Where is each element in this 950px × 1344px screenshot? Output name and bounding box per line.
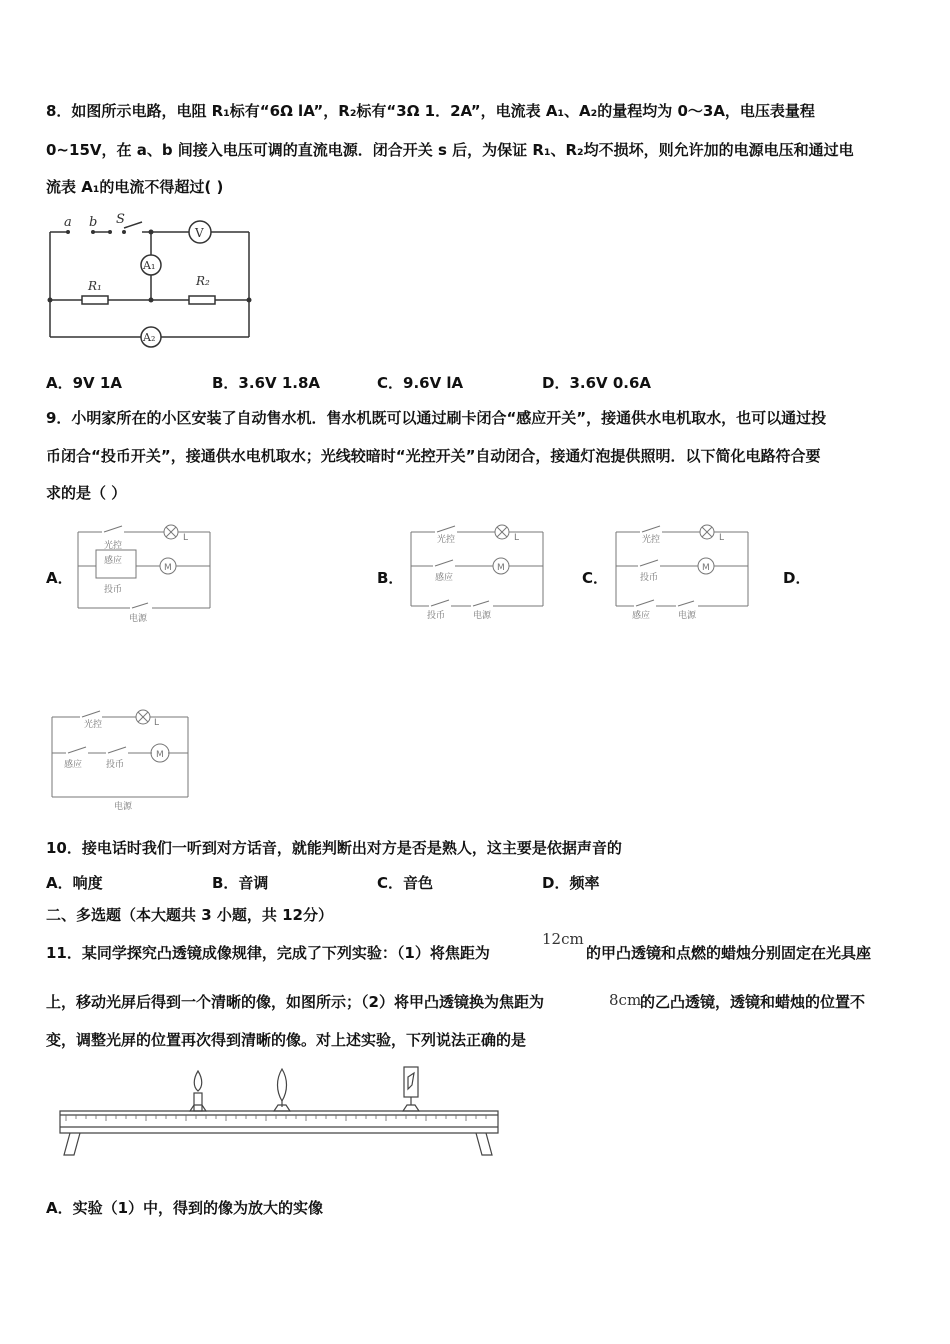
q9a-label-m: M	[164, 563, 172, 573]
q9-option-c-label[interactable]: C．	[582, 569, 609, 587]
q11-option-a[interactable]: A．实验（1）中，得到的像为放大的实像	[46, 1199, 324, 1217]
q9b-label-m: M	[497, 563, 505, 573]
q8-label-a: a	[64, 215, 72, 230]
q9c-label-m: M	[702, 563, 710, 573]
section-title: 二、多选题（本大题共 3 小题，共 12分）	[46, 906, 333, 924]
q8-option-b[interactable]: B．3.6V 1.8A	[212, 374, 321, 392]
q11-focal-length-2: 8cm	[609, 991, 642, 1009]
q11-focal-length-1: 12cm	[542, 930, 584, 948]
q11-text-line3: 变，调整光屏的位置再次得到清晰的像。对上述实验，下列说法正确的是	[46, 1031, 527, 1049]
q8-label-s: S	[116, 212, 125, 227]
q11-text-line2b: 的乙凸透镜，透镜和蜡烛的位置不	[640, 993, 866, 1011]
q9-circuit-d[interactable]	[48, 703, 193, 813]
q9-circuit-c[interactable]	[612, 518, 752, 623]
q9c-label-toubi: 投币	[640, 573, 659, 583]
q8-text-line2: 0~15V，在 a、b 间接入电压可调的直流电源．闭合开关 s 后，为保证 R₁、R₂均不损坏，则允许加的电源电压和通过电	[46, 141, 854, 159]
q8-ammeter2-label: A₂	[143, 331, 156, 344]
q9b-label-toubi: 投币	[427, 611, 446, 621]
q10-option-b[interactable]: B．音调	[212, 874, 269, 892]
q8-circuit-diagram	[44, 210, 264, 350]
q9-circuit-a[interactable]	[74, 518, 214, 623]
q11-text-line1b: 的甲凸透镜和点燃的蜡烛分别固定在光具座	[586, 944, 872, 962]
q11-optical-bench-figure	[56, 1063, 506, 1163]
q10-text: 10．接电话时我们一听到对方话音，就能判断出对方是否是熟人，这主要是依据声音的	[46, 839, 622, 857]
q9d-label-m: M	[156, 750, 164, 760]
q8-text-line3: 流表 A₁的电流不得超过( )	[46, 178, 224, 196]
q8-voltmeter-label: V	[195, 226, 204, 240]
q10-option-a[interactable]: A．响度	[46, 874, 103, 892]
q9a-label-guangkong: 光控	[104, 541, 123, 551]
q8-label-b: b	[89, 215, 98, 230]
q9c-label-dianyuan: 电源	[678, 611, 697, 621]
q9-circuit-b[interactable]	[407, 518, 547, 623]
q9d-label-guangkong: 光控	[84, 720, 103, 730]
q8-option-a[interactable]: A．9V 1A	[46, 374, 122, 392]
q9d-label-ganying: 感应	[64, 760, 83, 770]
q9-text-line1: 9．小明家所在的小区安装了自动售水机．售水机既可以通过刷卡闭合“感应开关”，接通供水电机取水，也可以通过投	[46, 409, 827, 427]
q9-option-a-label[interactable]: A．	[46, 569, 73, 587]
q10-option-c[interactable]: C．音色	[377, 874, 434, 892]
q9b-label-l: L	[514, 533, 520, 543]
q8-option-c[interactable]: C．9.6V lA	[377, 374, 464, 392]
q9d-label-dianyuan: 电源	[114, 802, 133, 812]
q8-r1-label: R₁	[88, 279, 102, 293]
q9a-label-toubi: 投币	[104, 585, 123, 595]
q9c-label-ganying: 感应	[632, 611, 651, 621]
q9-text-line2: 币闭合“投币开关”，接通供水电机取水；光线较暗时“光控开关”自动闭合，接通灯泡提供照明．以下简化电路符合要	[46, 447, 821, 465]
q9d-label-toubi: 投币	[106, 760, 125, 770]
q9b-label-dianyuan: 电源	[473, 611, 492, 621]
q9c-label-guangkong: 光控	[642, 535, 661, 545]
q10-option-d[interactable]: D．频率	[542, 874, 600, 892]
q9b-label-guangkong: 光控	[437, 535, 456, 545]
q11-text-line1a: 11．某同学探究凸透镜成像规律，完成了下列实验：（1）将焦距为	[46, 944, 490, 962]
q11-text-line2a: 上，移动光屏后得到一个清晰的像，如图所示；（2）将甲凸透镜换为焦距为	[46, 993, 544, 1011]
q9-option-b-label[interactable]: B．	[377, 569, 404, 587]
q8-r2-label: R₂	[196, 274, 210, 288]
q8-ammeter1-label: A₁	[143, 259, 156, 272]
q9-text-line3: 求的是（ ）	[46, 484, 127, 502]
q9-option-d-label[interactable]: D．	[783, 569, 811, 587]
q8-text-line1: 8．如图所示电路，电阻 R₁标有“6Ω lA”，R₂标有“3Ω 1．2A”，电流表 A₁、A₂的量程均为 0～3A，电压表量程	[46, 102, 815, 120]
q9a-label-l: L	[183, 533, 189, 543]
q9a-label-ganying: 感应	[104, 556, 123, 566]
q9b-label-ganying: 感应	[435, 573, 454, 583]
q9c-label-l: L	[719, 533, 725, 543]
q9a-label-dianyuan: 电源	[129, 614, 148, 623]
q9d-label-l: L	[154, 718, 160, 728]
q8-option-d[interactable]: D．3.6V 0.6A	[542, 374, 652, 392]
